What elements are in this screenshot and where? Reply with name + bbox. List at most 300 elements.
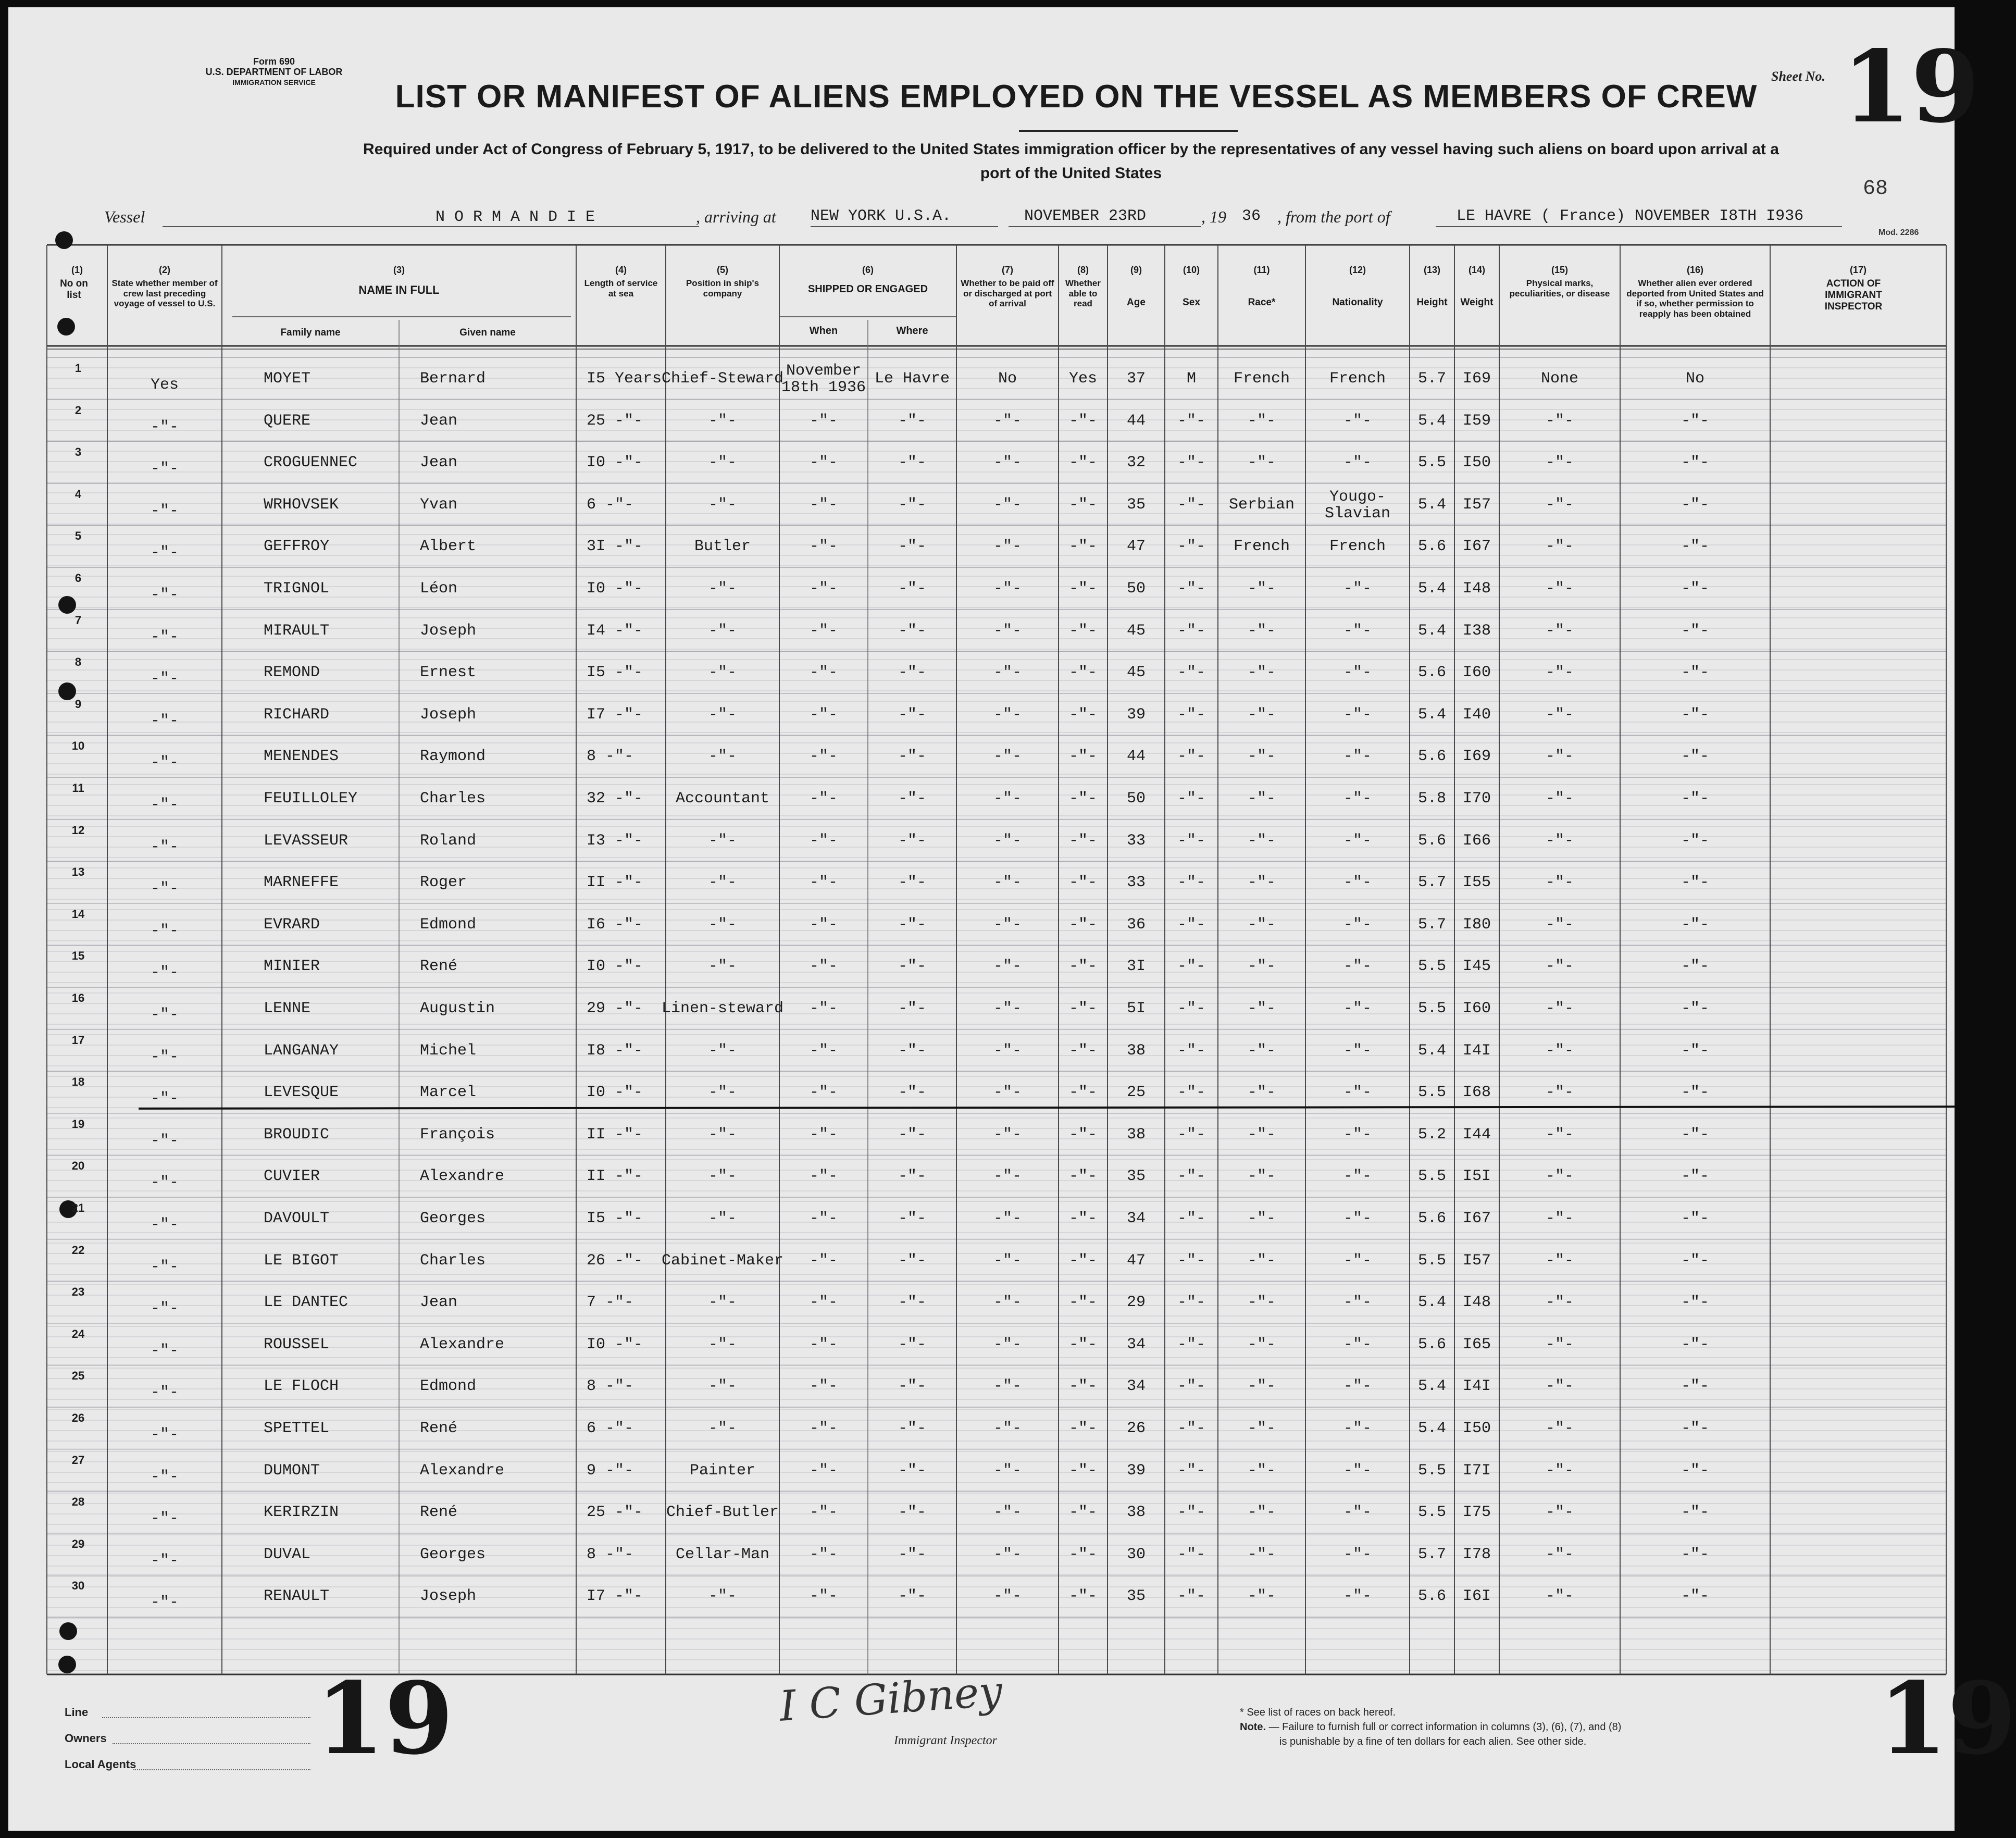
cell-sex: M <box>1186 370 1196 388</box>
cell-where: -"- <box>898 538 926 556</box>
cell-age: 45 <box>1126 622 1146 640</box>
cell-family: MIRAULT <box>264 622 330 640</box>
cell-service: I0 -"- <box>587 454 643 472</box>
cell-read: -"- <box>1068 958 1097 976</box>
cell-family: CUVIER <box>264 1168 320 1186</box>
punch-hole <box>59 1622 77 1640</box>
cell-weight: I80 <box>1462 915 1491 934</box>
cell-marks: -"- <box>1545 958 1574 976</box>
cell-nat: -"- <box>1343 1545 1372 1563</box>
cell-age: 34 <box>1126 1210 1146 1227</box>
cell-when: November 18th 1936 <box>781 362 866 396</box>
cell-when: -"- <box>809 1294 838 1312</box>
cell-race: -"- <box>1247 1168 1276 1186</box>
cell-prev: -"- <box>150 1594 179 1612</box>
cell-sex: -"- <box>1177 454 1205 472</box>
cell-prev: -"- <box>150 1216 179 1234</box>
cell-position: Linen-steward <box>661 1000 784 1017</box>
column-c13-number: (13) <box>1423 265 1440 275</box>
note-races: * See list of races on back hereof. <box>1240 1707 1396 1718</box>
column-c12-number: (12) <box>1349 265 1366 275</box>
cell-service: 8 -"- <box>587 748 634 766</box>
cell-read: -"- <box>1068 1084 1097 1102</box>
cell-weight: I6I <box>1462 1587 1491 1606</box>
cell-read: -"- <box>1068 748 1097 766</box>
cell-sex: -"- <box>1177 748 1205 766</box>
cell-marks: -"- <box>1545 664 1574 682</box>
cell-read: -"- <box>1068 831 1097 850</box>
cell-nat: -"- <box>1343 412 1372 430</box>
column-c3-number: (3) <box>393 265 405 275</box>
cell-deported: -"- <box>1681 1084 1709 1102</box>
cell-position: -"- <box>708 1125 737 1144</box>
cell-where: -"- <box>898 1041 926 1060</box>
cell-where: -"- <box>898 1251 926 1270</box>
cell-marks: None <box>1540 370 1578 388</box>
cell-where: -"- <box>898 748 926 766</box>
cell-paid: -"- <box>993 748 1022 766</box>
cell-paid: -"- <box>993 1294 1022 1312</box>
cell-race: -"- <box>1247 1210 1276 1227</box>
cell-read: -"- <box>1068 580 1097 598</box>
cell-race: -"- <box>1247 1335 1276 1353</box>
cell-position: -"- <box>708 1041 737 1060</box>
row-number: 28 <box>71 1495 85 1509</box>
cell-height: 5.4 <box>1417 1041 1446 1060</box>
cell-nat: -"- <box>1343 1294 1372 1312</box>
cell-deported: -"- <box>1681 538 1709 556</box>
cell-service: I8 -"- <box>587 1041 643 1060</box>
cell-given: François <box>420 1125 495 1144</box>
row-number: 12 <box>71 823 85 837</box>
cell-height: 5.6 <box>1417 748 1446 766</box>
cell-position: Accountant <box>675 790 770 808</box>
cell-deported: -"- <box>1681 1294 1709 1312</box>
cell-position: -"- <box>708 412 737 430</box>
cell-age: 35 <box>1126 1168 1146 1186</box>
cell-paid: -"- <box>993 958 1022 976</box>
cell-read: -"- <box>1068 790 1097 808</box>
cell-prev: -"- <box>150 628 179 646</box>
cell-read: -"- <box>1068 1210 1097 1227</box>
cell-marks: -"- <box>1545 831 1574 850</box>
column-c10-header: Sex <box>1183 297 1200 308</box>
row-number: 29 <box>71 1537 85 1550</box>
cell-position: Butler <box>694 538 751 556</box>
cell-prev: -"- <box>150 1048 179 1066</box>
cell-nat: -"- <box>1343 1168 1372 1186</box>
arrival-date: NOVEMBER 23RD <box>1024 207 1147 225</box>
note-label: Note. <box>1240 1721 1266 1733</box>
cell-family: REMOND <box>264 664 320 682</box>
cell-given: Roland <box>420 831 477 850</box>
cell-service: 25 -"- <box>587 1504 643 1522</box>
cell-sex: -"- <box>1177 1461 1205 1480</box>
row-number: 25 <box>71 1369 85 1383</box>
sheet-label: Sheet No. <box>1771 69 1825 84</box>
cell-height: 5.5 <box>1417 958 1446 976</box>
cell-nat: French <box>1329 538 1386 556</box>
cell-nat: -"- <box>1343 831 1372 850</box>
cell-age: 34 <box>1126 1335 1146 1353</box>
cell-given: Michel <box>420 1041 477 1060</box>
row-number: 8 <box>74 655 82 669</box>
cell-sex: -"- <box>1177 1335 1205 1353</box>
department: U.S. DEPARTMENT OF LABOR <box>205 67 343 77</box>
cell-weight: I40 <box>1462 705 1491 724</box>
cell-position: -"- <box>708 580 737 598</box>
cell-race: -"- <box>1247 1294 1276 1312</box>
column-c13-header: Height <box>1416 297 1448 308</box>
cell-sex: -"- <box>1177 1504 1205 1522</box>
row-number: 27 <box>71 1453 85 1467</box>
cell-service: I5 -"- <box>587 664 643 682</box>
cell-marks: -"- <box>1545 1377 1574 1396</box>
cell-race: -"- <box>1247 1084 1276 1102</box>
cell-paid: -"- <box>993 831 1022 850</box>
cell-when: -"- <box>809 1125 838 1144</box>
cell-where: -"- <box>898 664 926 682</box>
column-c15-number: (15) <box>1551 265 1568 275</box>
cell-position: -"- <box>708 1587 737 1606</box>
cell-race: -"- <box>1247 1545 1276 1563</box>
row-number: 23 <box>71 1285 85 1299</box>
from-port: LE HAVRE ( France) NOVEMBER I8TH I936 <box>1457 207 1804 225</box>
cell-race: -"- <box>1247 1000 1276 1017</box>
cell-marks: -"- <box>1545 915 1574 934</box>
cell-prev: -"- <box>150 1342 179 1360</box>
cell-age: 33 <box>1126 874 1146 892</box>
cell-where: -"- <box>898 705 926 724</box>
cell-given: Jean <box>420 1294 458 1312</box>
cell-where: -"- <box>898 495 926 514</box>
cell-given: Charles <box>420 790 486 808</box>
punch-hole <box>55 231 73 249</box>
cell-sex: -"- <box>1177 1377 1205 1396</box>
cell-read: -"- <box>1068 1000 1097 1017</box>
column-c14-number: (14) <box>1468 265 1485 275</box>
arriving-port: NEW YORK U.S.A. <box>811 207 952 225</box>
cell-sex: -"- <box>1177 1041 1205 1060</box>
cell-height: 5.8 <box>1417 790 1446 808</box>
cell-paid: -"- <box>993 790 1022 808</box>
cell-sex: -"- <box>1177 1210 1205 1227</box>
cell-height: 5.4 <box>1417 1420 1446 1437</box>
cell-given: Bernard <box>420 370 486 388</box>
note-text-1: — Failure to furnish full or correct information in columns (3), (6), (7), and (8) <box>1268 1721 1622 1733</box>
cell-sex: -"- <box>1177 874 1205 892</box>
cell-deported: -"- <box>1681 915 1709 934</box>
cell-given: René <box>420 1504 458 1522</box>
cell-position: -"- <box>708 1210 737 1227</box>
cell-given: Jean <box>420 412 458 430</box>
cell-nat: -"- <box>1343 622 1372 640</box>
cell-age: 34 <box>1126 1377 1146 1396</box>
cell-weight: I68 <box>1462 1084 1491 1102</box>
cell-family: WRHOVSEK <box>264 495 339 514</box>
cell-marks: -"- <box>1545 1587 1574 1606</box>
column-c12-header: Nationality <box>1332 297 1383 308</box>
cell-where: -"- <box>898 622 926 640</box>
cell-family: LEVESQUE <box>264 1084 339 1102</box>
cell-height: 5.6 <box>1417 664 1446 682</box>
cell-when: -"- <box>809 412 838 430</box>
cell-when: -"- <box>809 1420 838 1437</box>
cell-read: -"- <box>1068 1461 1097 1480</box>
note-line-2: is punishable by a fine of ten dollars for each alien. See other side. <box>1279 1736 1587 1747</box>
cell-family: RICHARD <box>264 705 330 724</box>
cell-age: 26 <box>1126 1420 1146 1437</box>
cell-age: 37 <box>1126 370 1146 388</box>
cell-deported: -"- <box>1681 454 1709 472</box>
cell-read: -"- <box>1068 454 1097 472</box>
cell-sex: -"- <box>1177 705 1205 724</box>
cell-family: LE DANTEC <box>264 1294 349 1312</box>
cell-paid: -"- <box>993 1168 1022 1186</box>
cell-race: -"- <box>1247 915 1276 934</box>
cell-marks: -"- <box>1545 1210 1574 1227</box>
cell-nat: -"- <box>1343 1084 1372 1102</box>
cell-read: -"- <box>1068 1545 1097 1563</box>
cell-read: -"- <box>1068 664 1097 682</box>
cell-read: -"- <box>1068 495 1097 514</box>
owners-blank <box>113 1743 310 1744</box>
cell-height: 5.2 <box>1417 1125 1446 1144</box>
cell-read: -"- <box>1068 874 1097 892</box>
cell-family: MENENDES <box>264 748 339 766</box>
cell-family: SPETTEL <box>264 1420 330 1437</box>
cell-weight: I48 <box>1462 1294 1491 1312</box>
arriving-label: , arriving at <box>696 207 776 226</box>
cell-paid: -"- <box>993 1041 1022 1060</box>
cell-prev: -"- <box>150 1174 179 1192</box>
cell-sex: -"- <box>1177 1000 1205 1017</box>
cell-marks: -"- <box>1545 874 1574 892</box>
row-number: 15 <box>71 949 85 963</box>
cell-service: I0 -"- <box>587 958 643 976</box>
cell-when: -"- <box>809 1168 838 1186</box>
cell-paid: -"- <box>993 1545 1022 1563</box>
cell-height: 5.6 <box>1417 1587 1446 1606</box>
cell-when: -"- <box>809 1461 838 1480</box>
cell-service: I0 -"- <box>587 580 643 598</box>
cell-given: Léon <box>420 580 458 598</box>
cell-marks: -"- <box>1545 454 1574 472</box>
cell-prev: -"- <box>150 544 179 562</box>
page-title: LIST OR MANIFEST OF ALIENS EMPLOYED ON THE VESSEL AS MEMBERS OF CREW <box>395 79 1758 115</box>
cell-deported: -"- <box>1681 1504 1709 1522</box>
year-suffix: 36 <box>1242 207 1261 225</box>
cell-age: 32 <box>1126 454 1146 472</box>
cell-family: MOYET <box>264 370 311 388</box>
cell-where: -"- <box>898 1210 926 1227</box>
cell-given: René <box>420 1420 458 1437</box>
cell-read: -"- <box>1068 915 1097 934</box>
cell-sex: -"- <box>1177 1587 1205 1606</box>
cell-height: 5.7 <box>1417 874 1446 892</box>
row-number: 10 <box>71 739 85 753</box>
cell-read: -"- <box>1068 412 1097 430</box>
cell-weight: I50 <box>1462 1420 1491 1437</box>
cell-race: -"- <box>1247 1251 1276 1270</box>
cell-weight: I60 <box>1462 664 1491 682</box>
row-number: 20 <box>71 1159 85 1173</box>
cell-read: -"- <box>1068 705 1097 724</box>
cell-family: DUMONT <box>264 1461 320 1480</box>
cell-height: 5.5 <box>1417 1168 1446 1186</box>
cell-height: 5.7 <box>1417 370 1446 388</box>
cell-height: 5.5 <box>1417 454 1446 472</box>
cell-when: -"- <box>809 1335 838 1353</box>
cell-weight: I5I <box>1462 1168 1491 1186</box>
cell-service: 9 -"- <box>587 1461 634 1480</box>
cell-when: -"- <box>809 1084 838 1102</box>
cell-prev: -"- <box>150 1510 179 1528</box>
vessel-label: Vessel <box>104 207 145 226</box>
cell-paid: -"- <box>993 1587 1022 1606</box>
cell-marks: -"- <box>1545 1504 1574 1522</box>
cell-height: 5.4 <box>1417 705 1446 724</box>
cell-position: Chief-Steward <box>661 370 784 388</box>
row-number: 26 <box>71 1411 85 1424</box>
cell-family: BROUDIC <box>264 1125 330 1144</box>
column-c11-number: (11) <box>1253 265 1270 275</box>
cell-weight: I69 <box>1462 370 1491 388</box>
cell-sex: -"- <box>1177 538 1205 556</box>
cell-height: 5.6 <box>1417 538 1446 556</box>
agents-label: Local Agents <box>65 1758 136 1771</box>
cell-weight: I67 <box>1462 1210 1491 1227</box>
cell-age: 39 <box>1126 705 1146 724</box>
cell-service: 29 -"- <box>587 1000 643 1017</box>
column-when-header: When <box>809 325 838 337</box>
row-number: 4 <box>74 487 82 501</box>
cell-paid: -"- <box>993 1000 1022 1017</box>
column-family-name-header: Family name <box>280 327 341 338</box>
cell-nat: -"- <box>1343 664 1372 682</box>
cell-paid: -"- <box>993 454 1022 472</box>
cell-height: 5.4 <box>1417 1377 1446 1396</box>
cell-position: -"- <box>708 915 737 934</box>
cell-nat: -"- <box>1343 1461 1372 1480</box>
cell-paid: -"- <box>993 1461 1022 1480</box>
cell-weight: I60 <box>1462 1000 1491 1017</box>
column-c2-number: (2) <box>159 265 170 275</box>
cell-given: Alexandre <box>420 1461 505 1480</box>
column-c2-header: State whether member of crew last preceding voyage of vessel to U.S. <box>111 278 218 309</box>
form-number: Form 690 <box>253 56 295 67</box>
cell-deported: -"- <box>1681 412 1709 430</box>
cell-marks: -"- <box>1545 538 1574 556</box>
cell-age: 44 <box>1126 748 1146 766</box>
cell-race: -"- <box>1247 1587 1276 1606</box>
cell-weight: I7I <box>1462 1461 1491 1480</box>
cell-where: -"- <box>898 412 926 430</box>
cell-given: Alexandre <box>420 1335 505 1353</box>
cell-deported: -"- <box>1681 580 1709 598</box>
cell-when: -"- <box>809 874 838 892</box>
cell-prev: -"- <box>150 1384 179 1402</box>
cell-weight: I4I <box>1462 1377 1491 1396</box>
cell-weight: I78 <box>1462 1545 1491 1563</box>
inspector-signature: I C Gibney <box>778 1667 1004 1731</box>
cell-race: -"- <box>1247 454 1276 472</box>
cell-family: LEVASSEUR <box>264 831 349 850</box>
column-c1-header: No on list <box>60 278 88 301</box>
cell-marks: -"- <box>1545 1461 1574 1480</box>
edge-sheet-number: 19 <box>1878 1660 2016 1777</box>
punch-hole <box>57 318 75 336</box>
cell-weight: I69 <box>1462 748 1491 766</box>
cell-sex: -"- <box>1177 790 1205 808</box>
cell-sex: -"- <box>1177 664 1205 682</box>
inspector-label: Immigrant Inspector <box>894 1734 997 1747</box>
cell-where: -"- <box>898 874 926 892</box>
cell-prev: -"- <box>150 838 179 856</box>
cell-position: -"- <box>708 622 737 640</box>
cell-weight: I45 <box>1462 958 1491 976</box>
cell-paid: -"- <box>993 1377 1022 1396</box>
cell-given: Albert <box>420 538 477 556</box>
cell-nat: -"- <box>1343 958 1372 976</box>
cell-race: -"- <box>1247 664 1276 682</box>
cell-nat: Yougo-Slavian <box>1324 488 1391 523</box>
cell-deported: -"- <box>1681 495 1709 514</box>
cell-given: Georges <box>420 1545 486 1563</box>
cell-service: I7 -"- <box>587 705 643 724</box>
cell-marks: -"- <box>1545 1168 1574 1186</box>
cell-when: -"- <box>809 790 838 808</box>
cell-given: Joseph <box>420 1587 477 1606</box>
cell-where: -"- <box>898 1125 926 1144</box>
cell-given: Augustin <box>420 1000 495 1017</box>
cell-deported: -"- <box>1681 1420 1709 1437</box>
cell-position: -"- <box>708 454 737 472</box>
cell-race: -"- <box>1247 580 1276 598</box>
cell-height: 5.7 <box>1417 915 1446 934</box>
cell-read: -"- <box>1068 1335 1097 1353</box>
from-underline <box>1436 226 1842 227</box>
cell-when: -"- <box>809 1377 838 1396</box>
cell-position: -"- <box>708 1168 737 1186</box>
cell-height: 5.5 <box>1417 1251 1446 1270</box>
column-c9-header: Age <box>1127 297 1146 308</box>
cell-service: II -"- <box>587 874 643 892</box>
cell-nat: -"- <box>1343 1041 1372 1060</box>
cell-age: 45 <box>1126 664 1146 682</box>
cell-age: 35 <box>1126 1587 1146 1606</box>
cell-position: -"- <box>708 1420 737 1437</box>
cell-nat: -"- <box>1343 790 1372 808</box>
cell-paid: -"- <box>993 538 1022 556</box>
column-c5-number: (5) <box>717 265 728 275</box>
cell-race: Serbian <box>1228 495 1295 514</box>
manifest-sheet <box>8 7 2016 1831</box>
cell-when: -"- <box>809 1251 838 1270</box>
cell-service: 6 -"- <box>587 495 634 514</box>
cell-paid: -"- <box>993 705 1022 724</box>
cell-when: -"- <box>809 1041 838 1060</box>
column-shipped-header: SHIPPED OR ENGAGED <box>807 283 928 295</box>
cell-race: -"- <box>1247 790 1276 808</box>
column-c16-header: Whether alien ever ordered deported from United States and if so, whether permission to reapply has been obtained <box>1626 278 1764 319</box>
cell-where: -"- <box>898 1545 926 1563</box>
row-number: 3 <box>74 445 82 459</box>
cell-paid: -"- <box>993 1125 1022 1144</box>
cell-position: -"- <box>708 748 737 766</box>
cell-family: LANGANAY <box>264 1041 339 1060</box>
column-c4-header: Length of service at sea <box>584 278 658 299</box>
